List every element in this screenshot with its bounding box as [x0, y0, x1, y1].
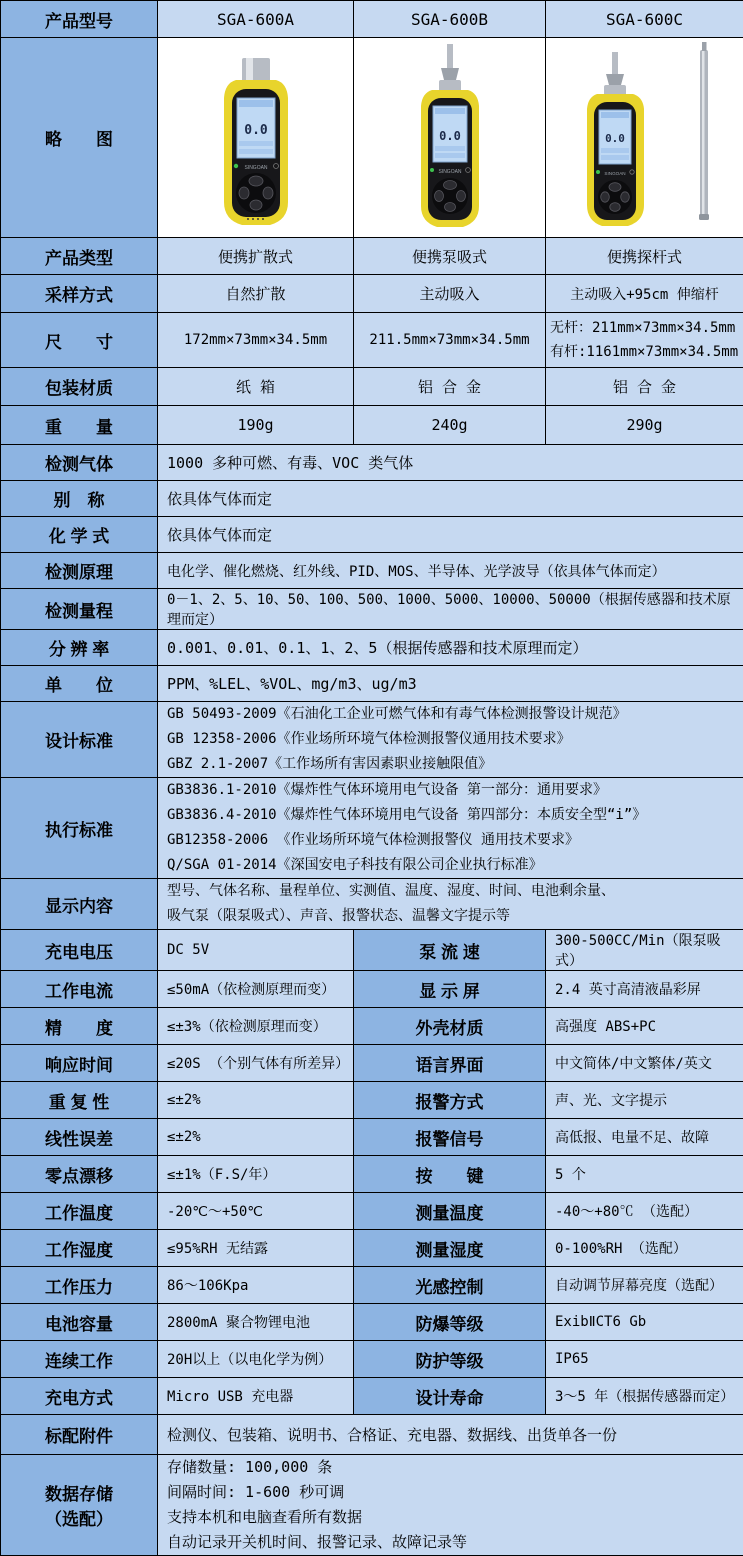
value-cell: 主动吸入	[354, 275, 546, 313]
value-cell: 便携扩散式	[158, 238, 354, 275]
exec-standards-cell	[158, 778, 743, 879]
spec-value-cell: 3～5 年（根据传感器而定）	[546, 1378, 743, 1415]
standard-line: GB3836.4-2010《爆炸性气体环境用电气设备 第四部分：本质安全型“i”》	[167, 803, 739, 828]
value-cell: 铝 合 金	[546, 368, 743, 406]
value-cell: PPM、%LEL、%VOL、mg/m3、ug/m3	[158, 666, 743, 702]
row-label-cell: 产品类型	[1, 238, 158, 275]
spec-label-cell: 工作湿度	[1, 1230, 158, 1267]
row-label-cell: 设计标准	[1, 702, 158, 778]
status-led	[233, 163, 237, 167]
spec-value-cell: 300-500CC/Min（限泵吸式）	[546, 930, 743, 971]
table-row	[1, 275, 743, 313]
row-label-cell: 检测原理	[1, 553, 158, 589]
storage-label-line2: （选配）	[1, 1505, 157, 1530]
spec-label-cell: 响应时间	[1, 1045, 158, 1082]
spec-value-cell: Micro USB 充电器	[158, 1378, 354, 1415]
row-label-cell: 检测量程	[1, 589, 158, 630]
standard-line: GB3836.1-2010《爆炸性气体环境用电气设备 第一部分：通用要求》	[167, 778, 739, 803]
spec-value-cell: ≤±2%	[158, 1119, 354, 1156]
table-row-header	[1, 1, 743, 38]
row-label-cell: 重 量	[1, 406, 158, 445]
model-b-cell: SGA-600B	[354, 1, 546, 38]
spec-label-cell: 充电方式	[1, 1378, 158, 1415]
brand-text: SINGOAN	[244, 165, 267, 171]
spec-label-cell: 连续工作	[1, 1341, 158, 1378]
spec-value-cell: DC 5V	[158, 930, 354, 971]
storage-line: 间隔时间: 1-600 秒可调	[167, 1480, 739, 1505]
table-row-exec-standards	[1, 778, 743, 879]
spec-label-cell: 测量湿度	[354, 1230, 546, 1267]
spec-value-cell: 2800mA 聚合物锂电池	[158, 1304, 354, 1341]
row-label-cell: 包装材质	[1, 368, 158, 406]
spec-value-cell: 高低报、电量不足、故障	[546, 1119, 743, 1156]
spec-label-cell: 设计寿命	[354, 1378, 546, 1415]
spec-value-cell: -40～+80℃ （选配）	[546, 1193, 743, 1230]
header-label-cell: 产品型号	[1, 1, 158, 38]
spec-value-cell: IP65	[546, 1341, 743, 1378]
display-line: 吸气泵（限泵吸式）、声音、报警状态、温馨文字提示等	[167, 904, 739, 929]
table-row	[1, 930, 743, 971]
pump-probe	[612, 52, 618, 74]
spec-label-cell: 电池容量	[1, 1304, 158, 1341]
brand-text: SINGOAN	[438, 169, 461, 175]
table-row-data-storage	[1, 1455, 743, 1556]
spec-label-cell: 工作电流	[1, 971, 158, 1008]
value-cell: 纸 箱	[158, 368, 354, 406]
spec-value-cell: ≤20S （个别气体有所差异）	[158, 1045, 354, 1082]
row-label-cell: 化 学 式	[1, 517, 158, 553]
spec-value-cell: 5 个	[546, 1156, 743, 1193]
value-cell: 便携探杆式	[546, 238, 743, 275]
display-content-cell	[158, 879, 743, 930]
value-cell: 0－1、2、5、10、50、100、500、1000、5000、10000、50000（根据传感器和技术原理而定）	[158, 589, 743, 630]
standard-line: GB 50493-2009《石油化工企业可燃气体和有毒气体检测报警设计规范》	[167, 702, 739, 727]
spec-value-cell: 2.4 英寸高清液晶彩屏	[546, 971, 743, 1008]
design-standards-cell	[158, 702, 743, 778]
value-cell: 依具体气体而定	[158, 517, 743, 553]
row-label-cell: 分 辨 率	[1, 630, 158, 666]
spec-label-cell: 测量温度	[354, 1193, 546, 1230]
spec-label-cell: 精 度	[1, 1008, 158, 1045]
spec-label-cell: 防爆等级	[354, 1304, 546, 1341]
spec-value-cell: -20℃～+50℃	[158, 1193, 354, 1230]
spec-label-cell: 按 键	[354, 1156, 546, 1193]
value-cell: 1000 多种可燃、有毒、VOC 类气体	[158, 445, 743, 481]
table-row	[1, 1378, 743, 1415]
spec-value-cell: 86～106Kpa	[158, 1267, 354, 1304]
brand-text: SINGOAN	[604, 171, 625, 176]
spec-value-cell: 中文简体/中文繁体/英文	[546, 1045, 743, 1082]
screen-reading: 0.0	[244, 123, 268, 138]
model-c-cell: SGA-600C	[546, 1, 743, 38]
spec-label-cell: 防护等级	[354, 1341, 546, 1378]
row-label-cell: 尺 寸	[1, 313, 158, 368]
spec-label-cell: 泵 流 速	[354, 930, 546, 971]
row-label-cell	[1, 1455, 158, 1556]
table-row-design-standards	[1, 702, 743, 778]
size-with-rod: 有杆:1161mm×73mm×34.5mm	[546, 340, 743, 364]
table-row	[1, 589, 743, 630]
spec-label-cell: 工作压力	[1, 1267, 158, 1304]
display-line: 型号、气体名称、量程单位、实测值、温度、湿度、时间、电池剩余量、	[167, 879, 739, 904]
value-cell: 172mm×73mm×34.5mm	[158, 313, 354, 368]
row-label-cell: 标配附件	[1, 1415, 158, 1455]
device-b-image-cell	[354, 38, 546, 238]
table-row	[1, 1082, 743, 1119]
value-cell: 主动吸入+95cm 伸缩杆	[546, 275, 743, 313]
table-row	[1, 1119, 743, 1156]
device-a-image-cell	[158, 38, 354, 238]
spec-value-cell: ≤±1%（F.S/年）	[158, 1156, 354, 1193]
storage-line: 支持本机和电脑查看所有数据	[167, 1505, 739, 1530]
spec-label-cell: 零点漂移	[1, 1156, 158, 1193]
table-row	[1, 445, 743, 481]
standard-line: GBZ 2.1-2007《工作场所有害因素职业接触限值》	[167, 752, 739, 777]
table-row	[1, 517, 743, 553]
table-row	[1, 238, 743, 275]
table-row-sketch	[1, 38, 743, 238]
spec-label-cell: 显 示 屏	[354, 971, 546, 1008]
row-label-cell: 别 称	[1, 481, 158, 517]
table-row-display-content	[1, 879, 743, 930]
table-row	[1, 1267, 743, 1304]
status-led	[596, 170, 600, 174]
table-row	[1, 1341, 743, 1378]
spec-value-cell: 自动调节屏幕亮度（选配）	[546, 1267, 743, 1304]
device-b-image	[380, 42, 520, 234]
table-row	[1, 553, 743, 589]
storage-line: 存储数量: 100,000 条	[167, 1455, 739, 1480]
spec-value-cell: ≤±3%（依检测原理而变）	[158, 1008, 354, 1045]
standard-line: GB 12358-2006《作业场所环境气体检测报警仪通用技术要求》	[167, 727, 739, 752]
table-row	[1, 368, 743, 406]
value-cell: 0.001、0.01、0.1、1、2、5（根据传感器和技术原理而定）	[158, 630, 743, 666]
value-cell: 铝 合 金	[354, 368, 546, 406]
table-row	[1, 1156, 743, 1193]
value-cell: 依具体气体而定	[158, 481, 743, 517]
value-cell: 电化学、催化燃烧、红外线、PID、MOS、半导体、光学波导（依具体气体而定）	[158, 553, 743, 589]
spec-value-cell: 声、光、文字提示	[546, 1082, 743, 1119]
value-cell: 便携泵吸式	[354, 238, 546, 275]
row-label-cell: 执行标准	[1, 778, 158, 879]
table-row	[1, 1304, 743, 1341]
table-row	[1, 481, 743, 517]
sketch-label-cell: 略 图	[1, 38, 158, 238]
screen-reading: 0.0	[605, 132, 625, 145]
spec-value-cell: ≤95%RH 无结露	[158, 1230, 354, 1267]
spec-value-cell: ≤50mA（依检测原理而变）	[158, 971, 354, 1008]
spec-label-cell: 光感控制	[354, 1267, 546, 1304]
spec-label-cell: 线性误差	[1, 1119, 158, 1156]
spec-value-cell: ≤±2%	[158, 1082, 354, 1119]
table-row	[1, 406, 743, 445]
value-cell: 240g	[354, 406, 546, 445]
storage-label-line1: 数据存储	[1, 1480, 157, 1505]
table-row	[1, 1230, 743, 1267]
table-row	[1, 666, 743, 702]
size-no-rod: 无杆：211mm×73mm×34.5mm	[546, 316, 743, 340]
table-row	[1, 1193, 743, 1230]
status-led	[430, 168, 434, 172]
accessories-cell: 检测仪、包装箱、说明书、合格证、充电器、数据线、出货单各一份	[158, 1415, 743, 1455]
table-row	[1, 1008, 743, 1045]
data-storage-cell	[158, 1455, 743, 1556]
device-c-image-cell	[546, 38, 743, 238]
standard-line: Q/SGA 01-2014《深国安电子科技有限公司企业执行标准》	[167, 853, 739, 878]
device-c-image	[552, 42, 738, 234]
table-row	[1, 971, 743, 1008]
spec-label-cell: 报警信号	[354, 1119, 546, 1156]
spec-label-cell: 充电电压	[1, 930, 158, 971]
screen-reading: 0.0	[439, 129, 461, 143]
value-cell: 290g	[546, 406, 743, 445]
value-cell-size-c	[546, 313, 743, 368]
table-row	[1, 313, 743, 368]
row-label-cell: 采样方式	[1, 275, 158, 313]
value-cell: 190g	[158, 406, 354, 445]
spec-label-cell: 报警方式	[354, 1082, 546, 1119]
table-row	[1, 1045, 743, 1082]
pump-probe	[447, 44, 453, 68]
row-label-cell: 检测气体	[1, 445, 158, 481]
value-cell: 自然扩散	[158, 275, 354, 313]
row-label-cell: 单 位	[1, 666, 158, 702]
standard-line: GB12358-2006 《作业场所环境气体检测报警仪 通用技术要求》	[167, 828, 739, 853]
row-label-cell: 显示内容	[1, 879, 158, 930]
storage-line: 自动记录开关机时间、报警记录、故障记录等	[167, 1530, 739, 1555]
spec-label-cell: 重 复 性	[1, 1082, 158, 1119]
spec-value-cell: 高强度 ABS+PC	[546, 1008, 743, 1045]
table-row-accessories	[1, 1415, 743, 1455]
model-a-cell: SGA-600A	[158, 1, 354, 38]
spec-value-cell: 0-100%RH （选配）	[546, 1230, 743, 1267]
spec-label-cell: 语言界面	[354, 1045, 546, 1082]
spec-label-cell: 工作温度	[1, 1193, 158, 1230]
spec-value-cell: ExibⅡCT6 Gb	[546, 1304, 743, 1341]
table-row	[1, 630, 743, 666]
device-a-image	[186, 42, 326, 234]
spec-value-cell: 20H以上（以电化学为例）	[158, 1341, 354, 1378]
value-cell: 211.5mm×73mm×34.5mm	[354, 313, 546, 368]
spec-label-cell: 外壳材质	[354, 1008, 546, 1045]
